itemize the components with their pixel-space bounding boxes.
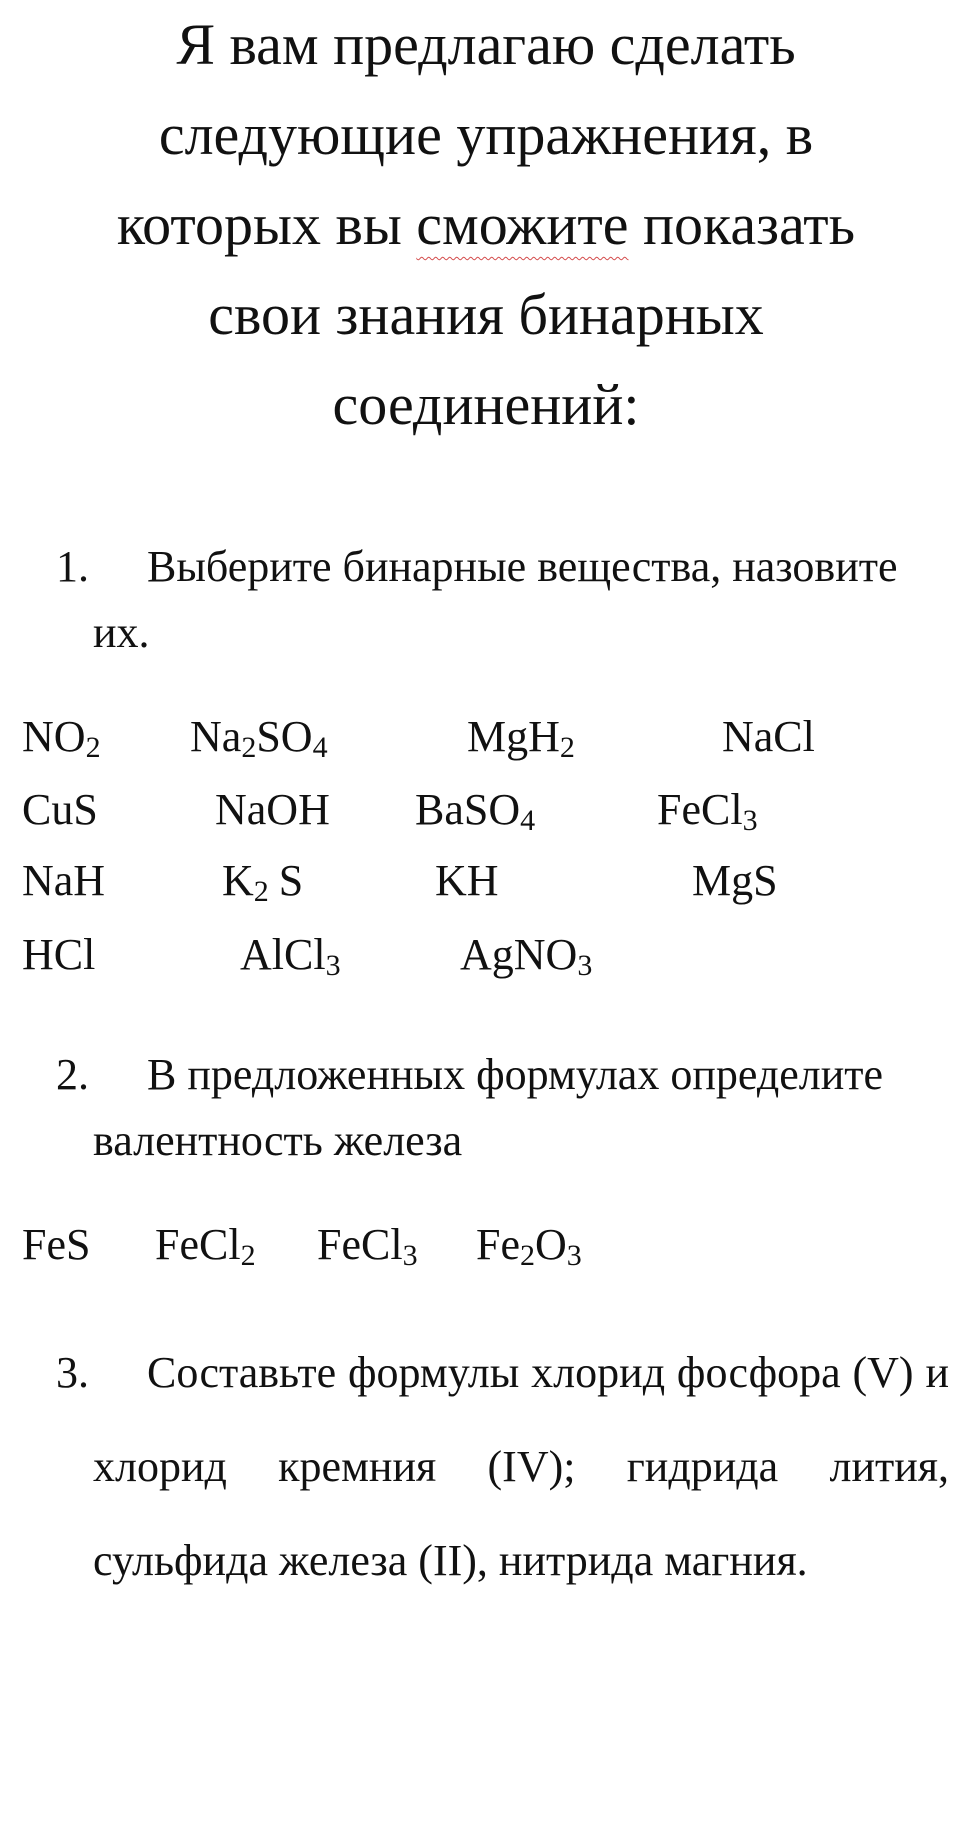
formula-fe2o3: $Fe_2O_3$ [476, 1220, 582, 1272]
task-1 [56, 534, 949, 666]
formula-baso4: BaSO$_4$ [415, 785, 536, 837]
intro-line-2: следующие упражнения, в [158, 102, 814, 167]
formula-nacl: NaCl [722, 712, 815, 761]
formula-fes: FeS [22, 1220, 91, 1269]
formula-naoh: NaOH [215, 785, 330, 834]
formula-fecl3-task2: FeCl$_3$ [317, 1220, 418, 1272]
intro-line-4: свои знания бинарных [208, 282, 764, 347]
task-2 [56, 1042, 949, 1174]
task-3 [56, 1326, 949, 1608]
task-3-text: Составьте формулы хлорид фосфора (V) и хлорид кремния (IV); гидрида лития, сульфида железа (II), нитрида магния. [93, 1348, 949, 1585]
formula-mgh2: MgH$_2$ [467, 712, 575, 764]
task-3-number: 3. [56, 1348, 89, 1397]
formula-cus: CuS [22, 785, 98, 834]
task-1-number: 1. [56, 542, 89, 591]
task-1-text: Выберите бинарные вещества, назовите их. [93, 542, 898, 657]
formula-no2: $NO_2$ [22, 712, 101, 764]
formula-alcl3: AlCl$_3$ [240, 930, 341, 982]
formula-mgs: MgS [692, 856, 778, 905]
spellcheck-flagged-word: сможите [416, 192, 629, 257]
intro-line-1: Я вам предлагаю сделать [176, 12, 796, 77]
task-2-text: В предложенных формулах определите валентность железа [93, 1050, 884, 1165]
intro-line-3-start: которых вы [116, 192, 417, 257]
formula-nah: NaH [22, 856, 106, 905]
formula-fecl3: FeCl$_3$ [657, 785, 758, 837]
formula-agno3: AgNO$_3$ [460, 930, 593, 982]
formula-na2so4: $Na_2SO_4$ [190, 712, 328, 764]
intro-line-3-end: показать [628, 192, 856, 257]
formula-fecl2: FeCl$_2$ [155, 1220, 256, 1272]
task-2-number: 2. [56, 1050, 89, 1099]
intro-heading [30, 0, 942, 450]
intro-line-5: соединений: [332, 372, 640, 437]
formula-k2s: $K_2$ S [222, 856, 304, 908]
formula-hcl: HCl [22, 930, 96, 979]
formula-kh: KH [435, 856, 499, 905]
